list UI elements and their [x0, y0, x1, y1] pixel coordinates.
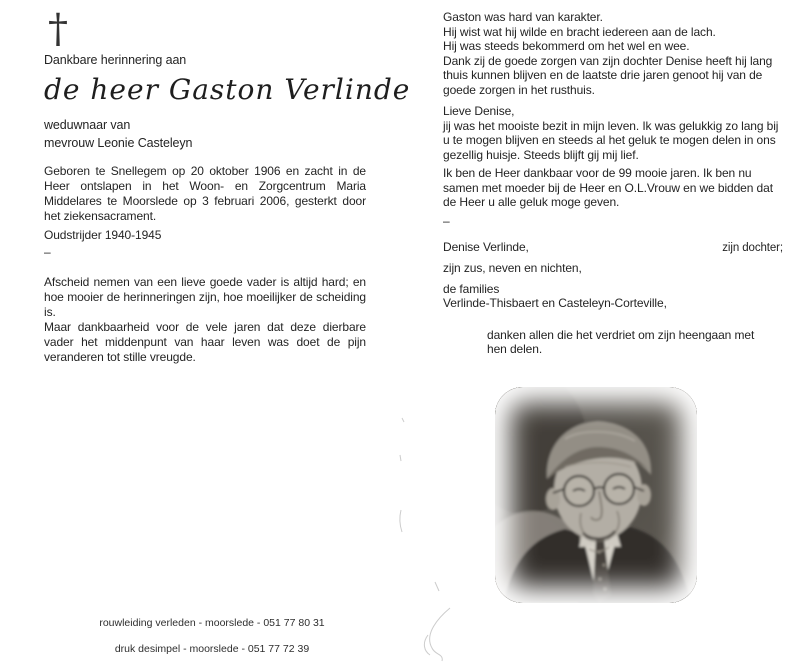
closing-thanks: danken allen die het verdriet om zijn heengaan met hen delen.	[487, 327, 755, 356]
character-line: Hij was steeds bekommerd om het wel en wee.	[443, 39, 690, 53]
letter-body: jij was het mooiste bezit in mijn leven. Ik was gelukkig zo lang bij u te mogen blijven en steeds al het geluk te mogen delen in ons gezellig huisje. Steeds blijft gij mij lief.	[443, 118, 779, 162]
right-column	[443, 10, 783, 357]
birth-death-text: Geboren te Snellegem op 20 oktober 1906 en zacht in de Heer ontslapen in het Woon- en Zorgcentrum Maria Middelares te Moorslede op 3 februari 2006, gesterkt door het ziekensacrament.	[44, 164, 366, 223]
character-line: Hij wist wat hij wilde en bracht iedereen aan de lach.	[443, 24, 716, 39]
daughter-relation: zijn dochter;	[722, 241, 783, 254]
print-credits	[62, 616, 362, 657]
deceased-name: de heer Gaston Verlinde	[44, 73, 411, 106]
relatives-line: zijn zus, neven en nichten,	[443, 261, 582, 275]
cross-icon: †	[48, 6, 68, 52]
scan-artifacts-icon	[390, 400, 470, 663]
character-line: Gaston was hard van karakter.	[443, 10, 603, 24]
farewell-paragraph-2: Maar dankbaarheid voor de vele jaren dat deze dierbare vader het middenpunt van haar leven was doet de pijn veranderen tot stille vreugde.	[44, 320, 366, 364]
daughter-name: Denise Verlinde,	[443, 239, 529, 254]
veteran-line: Oudstrijder 1940-1945	[44, 228, 162, 242]
daughter-row	[443, 240, 783, 256]
widower-line: weduwnaar van	[44, 118, 131, 132]
separator-dash: –	[44, 245, 51, 259]
intro-line: Dankbare herinnering aan	[44, 53, 187, 67]
separator-dash: –	[443, 213, 450, 228]
letter-salutation: Lieve Denise,	[443, 104, 515, 118]
portrait-photo-drawing	[495, 387, 697, 603]
care-text: Dank zij de goede zorgen van zijn dochter Denise heeft hij lang thuis kunnen blijven en de laatste drie jaren genoot hij van de goede zorgen in het rusthuis.	[443, 53, 773, 97]
families-names: Verlinde-Thisbaert en Casteleyn-Corteville,	[443, 296, 667, 310]
gratitude-text: Ik ben de Heer dankbaar voor de 99 mooie jaren. Ik ben nu samen met moeder bij de Heer en O.L.Vrouw en we bidden dat de Heer u alle geluk moge geven.	[443, 166, 773, 209]
left-column	[44, 6, 411, 655]
portrait-photo	[495, 387, 697, 603]
spouse-name: mevrouw Leonie Casteleyn	[44, 136, 193, 150]
funeral-home-credit: rouwleiding verleden - moorslede - 051 77 80 31	[99, 617, 325, 629]
printer-credit: druk desimpel - moorslede - 051 77 72 39	[114, 643, 310, 655]
families-intro: de families	[443, 281, 500, 296]
farewell-paragraph-1: Afscheid nemen van een lieve goede vader is altijd hard; en hoe mooier de herinneringen zijn, hoe moeilijker de scheiding is.	[44, 275, 366, 319]
